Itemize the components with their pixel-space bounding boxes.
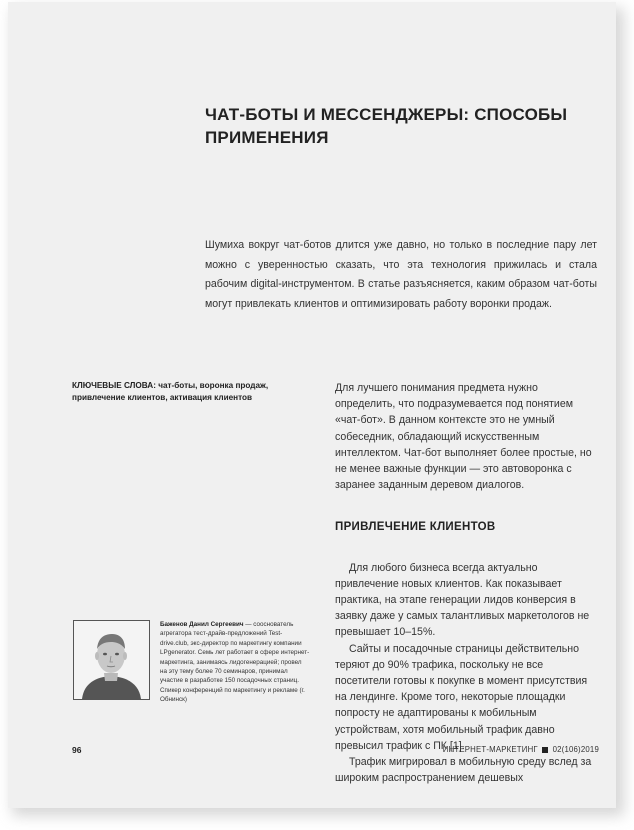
journal-name: ИНТЕРНЕТ-МАРКЕТИНГ xyxy=(442,745,538,754)
body-paragraph: Для любого бизнеса всегда актуально привлечение новых клиентов. Как показывает практика, на этапе генерации лидов конверсия в заявку даже у самых талантливых маркетологов не превышает 10–15%. xyxy=(335,561,590,639)
author-portrait-image xyxy=(74,621,149,699)
issue-number: 02(106)2019 xyxy=(552,745,599,754)
page-number: 96 xyxy=(72,745,82,755)
section-heading: ПРИВЛЕЧЕНИЕ КЛИЕНТОВ xyxy=(335,521,496,534)
body-paragraph: Сайты и посадочные страницы действительно теряют до 90% трафика, поскольку не все посетители готовы к покупке в момент присутствия на лендинге. Кроме того, некоторые площадки попросту не адаптированы к мобильным устройствам, хотя мобильный трафик давно превысил трафик с ПК [1]. xyxy=(335,642,588,752)
article-title: ЧАТ-БОТЫ И МЕССЕНДЖЕРЫ: СПОСОБЫ ПРИМЕНЕНИЯ xyxy=(205,105,568,147)
body-paragraph: Трафик мигрировал в мобильную среду вслед за широким распространением дешевых xyxy=(335,756,592,785)
journal-footer xyxy=(443,745,599,754)
author-bio: — сооснователь агрегатора тест-драйв-предложений Test-drive.club, экс-директор по маркетингу компании LPgenerator. Семь лет работает в сфере интернет-маркетинга, занимаясь лидогенерацией; провел на эту тему более 70 семинаров, принимал участие в разработке 150 посадочных страниц. Спикер конференций по маркетингу и рекламе (г. Обнинск) xyxy=(160,621,310,704)
intro-paragraph: Для лучшего понимания предмета нужно определить, что подразумевается под понятием «чат-бот». В данном контексте это не умный собеседник, обладающий искусственным интеллектом. Чат-бот выполняет более простые, но не менее важные функции — это автоворонка с заранее заданным деревом диалогов. xyxy=(335,382,592,492)
article-body xyxy=(335,380,595,786)
keywords: КЛЮЧЕВЫЕ СЛОВА: чат-боты, воронка продаж, привлечение клиентов, активация клиентов xyxy=(72,381,269,402)
author-name: Баженов Данил Сергеевич xyxy=(160,621,244,628)
article-lead: Шумиха вокруг чат-ботов длится уже давно, но только в последние пару лет можно с уверенностью сказать, что эта технология прижилась и стала рабочим digital-инструментом. В статье разъясняется, каким образом чат-боты могут привлекать клиентов и оптимизировать работу воронки продаж. xyxy=(205,239,597,310)
author-info xyxy=(160,620,310,705)
square-separator-icon xyxy=(542,747,548,753)
author-photo xyxy=(73,620,150,700)
